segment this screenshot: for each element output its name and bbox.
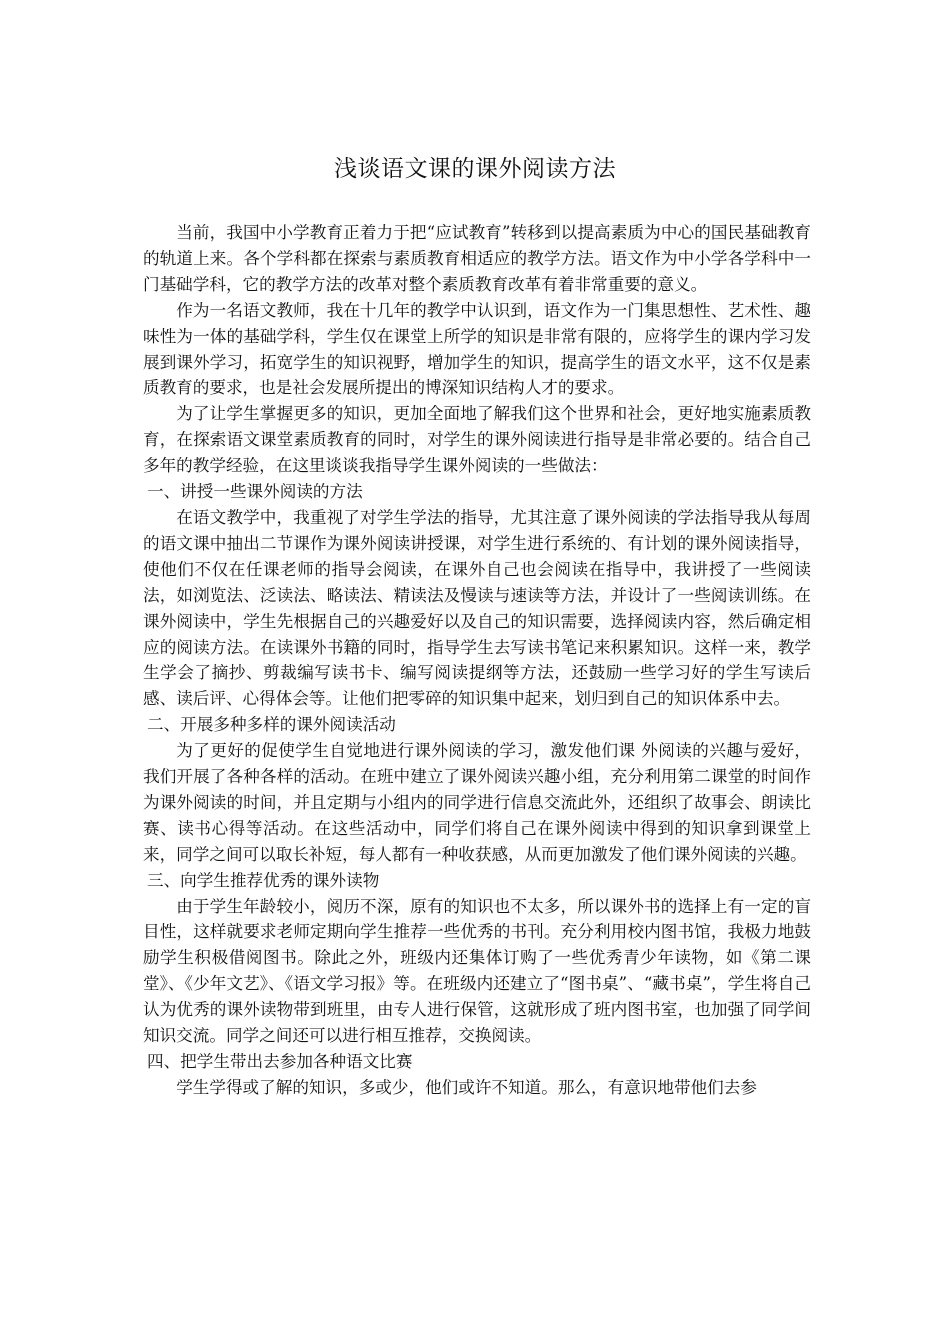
section-heading-3: 三、向学生推荐优秀的课外读物 (147, 870, 380, 890)
paragraph-section-4: 学生学得或了解的知识，多或少，他们或许不知道。那么，有意识地带他们去参 (176, 1077, 757, 1097)
paragraph-section-2: 为了更好的促使学生自觉地进行课外阅读的学习，激发他们课 外阅读的兴趣与爱好，我们开展了各种各样的活动。在班中建立了课外阅读兴趣小组，充分利用第二课堂的时间作为课外阅读的时间，并且定期与小组内的同学进行信息交流此外，还组织了故事会、朗读比赛、读书心得等活动。在这些活动中，同学们将自己在课外阅读中得到的知识拿到课堂上来，同学之间可以取长补短，每人都有一种收获感，从而更加激发了他们课外阅读的兴趣。 (143, 741, 811, 864)
section-heading-1: 一、讲授一些课外阅读的方法 (147, 482, 363, 502)
paragraph-intro: 当前，我国中小学教育正着力于把“应试教育”转移到以提高素质为中心的国民基础教育的轨道上来。各个学科都在探索与素质教育相适应的教学方法。语文作为中小学各学科中一门基础学科，它的教学方法的改革对整个素质教育改革有着非常重要的意义。 (143, 223, 811, 294)
paragraph-teacher-view: 作为一名语文教师，我在十几年的教学中认识到，语文作为一门集思想性、艺术性、趣味性为一体的基础学科，学生仅在课堂上所学的知识是非常有限的，应将学生的课内学习发展到课外学习，拓宽学生的知识视野，增加学生的知识，提高学生的语文水平，这不仅是素质教育的要求，也是社会发展所提出的博深知识结构人才的要求。 (143, 300, 811, 398)
paragraph-section-3: 由于学生年龄较小，阅历不深，原有的知识也不太多，所以课外书的选择上有一定的盲目性，这样就要求老师定期向学生推荐一些优秀的书刊。充分利用校内图书馆，我极力地鼓励学生积极借阅图书。除此之外，班级内还集体订购了一些优秀青少年读物，如《第二课堂》、《少年文艺》、《语文学习报》等。在班级内还建立了“图书桌”、“藏书桌”，学生将自己认为优秀的课外读物带到班里，由专人进行保管，这就形成了班内图书室，也加强了同学间知识交流。同学之间还可以进行相互推荐，交换阅读。 (143, 896, 811, 1046)
document-body (143, 220, 811, 1101)
section-heading-4: 四、把学生带出去参加各种语文比赛 (147, 1052, 413, 1071)
paragraph-purpose: 为了让学生掌握更多的知识，更加全面地了解我们这个世界和社会，更好地实施素质教育，在探索语文课堂素质教育的同时，对学生的课外阅读进行指导是非常必要的。结合自己多年的教学经验，在这里谈谈我指导学生课外阅读的一些做法： (143, 404, 811, 476)
section-heading-2: 二、开展多种多样的课外阅读活动 (147, 715, 396, 735)
document-title: 浅谈语文课的课外阅读方法 (334, 156, 616, 182)
paragraph-section-1: 在语文教学中，我重视了对学生学法的指导，尤其注意了课外阅读的学法指导我从每周的语文课中抽出二节课作为课外阅读讲授课，对学生进行系统的、有计划的课外阅读指导，使他们不仅在任课老师的指导会阅读，在课外自己也会阅读在指导中，我讲授了一些阅读法，如浏览法、泛读法、略读法、精读法及慢读与速读等方法，并设计了一些阅读训练。在课外阅读中，学生先根据自己的兴趣爱好以及自己的知识需要，选择阅读内容，然后确定相应的阅读方法。在读课外书籍的同时，指导学生去写读书笔记来积累知识。这样一来，教学生学会了摘抄、剪裁编写读书卡、编写阅读提纲等方法，还鼓励一些学习好的学生写读后感、读后评、心得体会等。让他们把零碎的知识集中起来，划归到自己的知识体系中去。 (143, 507, 811, 709)
